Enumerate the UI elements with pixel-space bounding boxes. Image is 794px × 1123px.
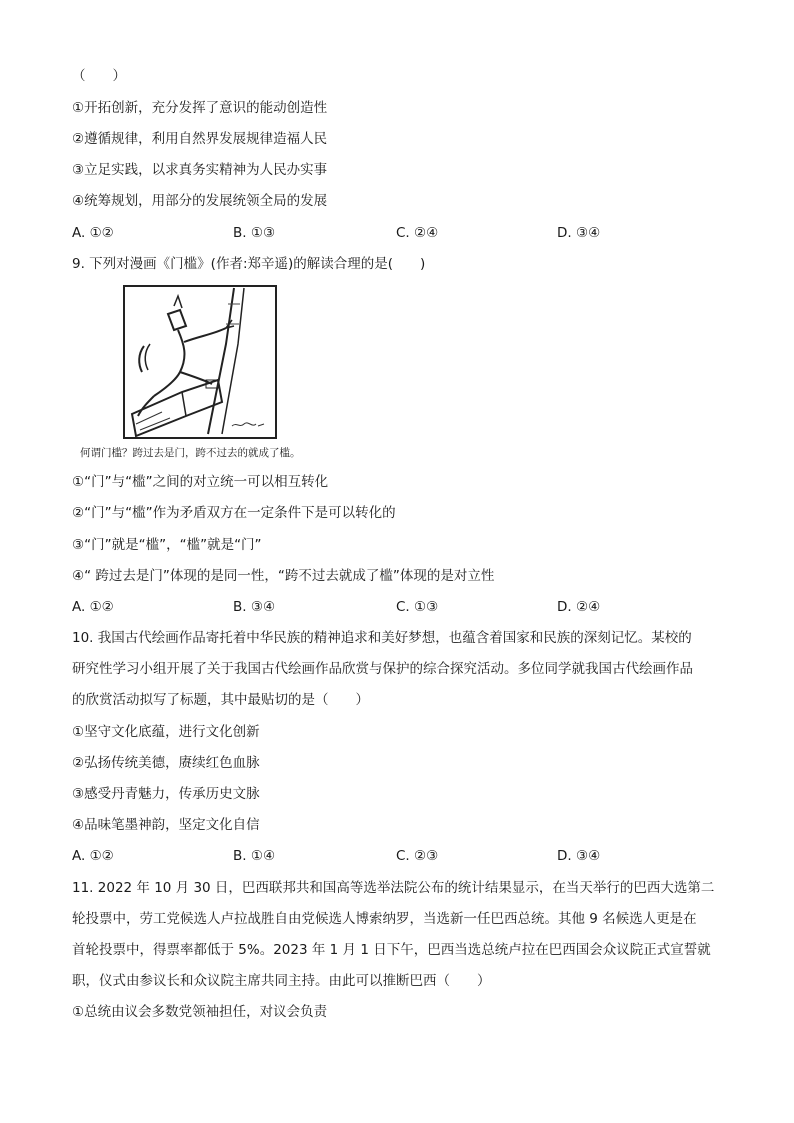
option-c: C. ②③ [396, 848, 439, 864]
option-a: A. ①② [72, 599, 114, 615]
choice-item: ②弘扬传统美德，赓续红色血脉 [72, 755, 260, 771]
option-d: D. ③④ [557, 848, 601, 864]
cartoon-caption: 何谓门槛？跨过去是门，跨不过去的就成了槛。 [80, 447, 301, 459]
question-11-stem: 职，仪式由参议长和众议院主席共同主持。由此可以推断巴西（ ） [72, 973, 491, 989]
choice-item: ②遵循规律，利用自然界发展规律造福人民 [72, 131, 328, 147]
choice-item: ④品味笔墨神韵，坚定文化自信 [72, 817, 260, 833]
question-10-stem: 的欣赏活动拟写了标题，其中最贴切的是（ ） [72, 692, 369, 708]
choice-item: ①总统由议会多数党领袖担任，对议会负责 [72, 1004, 328, 1020]
choice-item: ④“ 跨过去是门”体现的是同一性，“跨不过去就成了槛”体现的是对立性 [72, 568, 495, 584]
question-10-stem: 10. 我国古代绘画作品寄托着中华民族的精神追求和美好梦想，也蕴含着国家和民族的深刻记忆。某校的 [72, 630, 692, 646]
choice-item: ④统筹规划，用部分的发展统领全局的发展 [72, 193, 328, 209]
choice-item: ①坚守文化底蕴，进行文化创新 [72, 724, 260, 740]
option-a: A. ①② [72, 225, 114, 241]
choice-item: ③立足实践，以求真务实精神为人民办实事 [72, 162, 328, 178]
choice-item: ②“门”与“槛”作为矛盾双方在一定条件下是可以转化的 [72, 505, 396, 521]
option-c: C. ①③ [396, 599, 439, 615]
choice-item: ③“门”就是“槛”，“槛”就是“门” [72, 537, 262, 553]
option-b: B. ①③ [233, 225, 276, 241]
option-d: D. ②④ [557, 599, 601, 615]
choice-item: ③感受丹青魅力，传承历史文脉 [72, 786, 260, 802]
choice-item: ①“门”与“槛”之间的对立统一可以相互转化 [72, 474, 329, 490]
question-10-stem: 研究性学习小组开展了关于我国古代绘画作品欣赏与保护的综合探究活动。多位同学就我国古代绘画作品 [72, 661, 693, 677]
question-11-stem: 11. 2022 年 10 月 30 日，巴西联邦共和国高等选举法院公布的统计结果显示，在当天举行的巴西大选第二 [72, 880, 715, 896]
option-b: B. ③④ [233, 599, 276, 615]
option-b: B. ①④ [233, 848, 276, 864]
cartoon-image [122, 284, 278, 440]
question-stem-tail: （ ） [72, 68, 126, 84]
option-d: D. ③④ [557, 225, 601, 241]
question-11-stem: 轮投票中，劳工党候选人卢拉战胜自由党候选人博索纳罗，当选新一任巴西总统。其他 9 名候选人更是在 [72, 911, 697, 927]
question-9-stem: 9. 下列对漫画《门槛》(作者:郑辛遥)的解读合理的是( ) [72, 256, 426, 272]
option-c: C. ②④ [396, 225, 439, 241]
question-11-stem: 首轮投票中，得票率都低于 5%。2023 年 1 月 1 日下午，巴西当选总统卢拉在巴西国会众议院正式宣誓就 [72, 942, 711, 958]
choice-item: ①开拓创新，充分发挥了意识的能动创造性 [72, 100, 328, 116]
option-a: A. ①② [72, 848, 114, 864]
